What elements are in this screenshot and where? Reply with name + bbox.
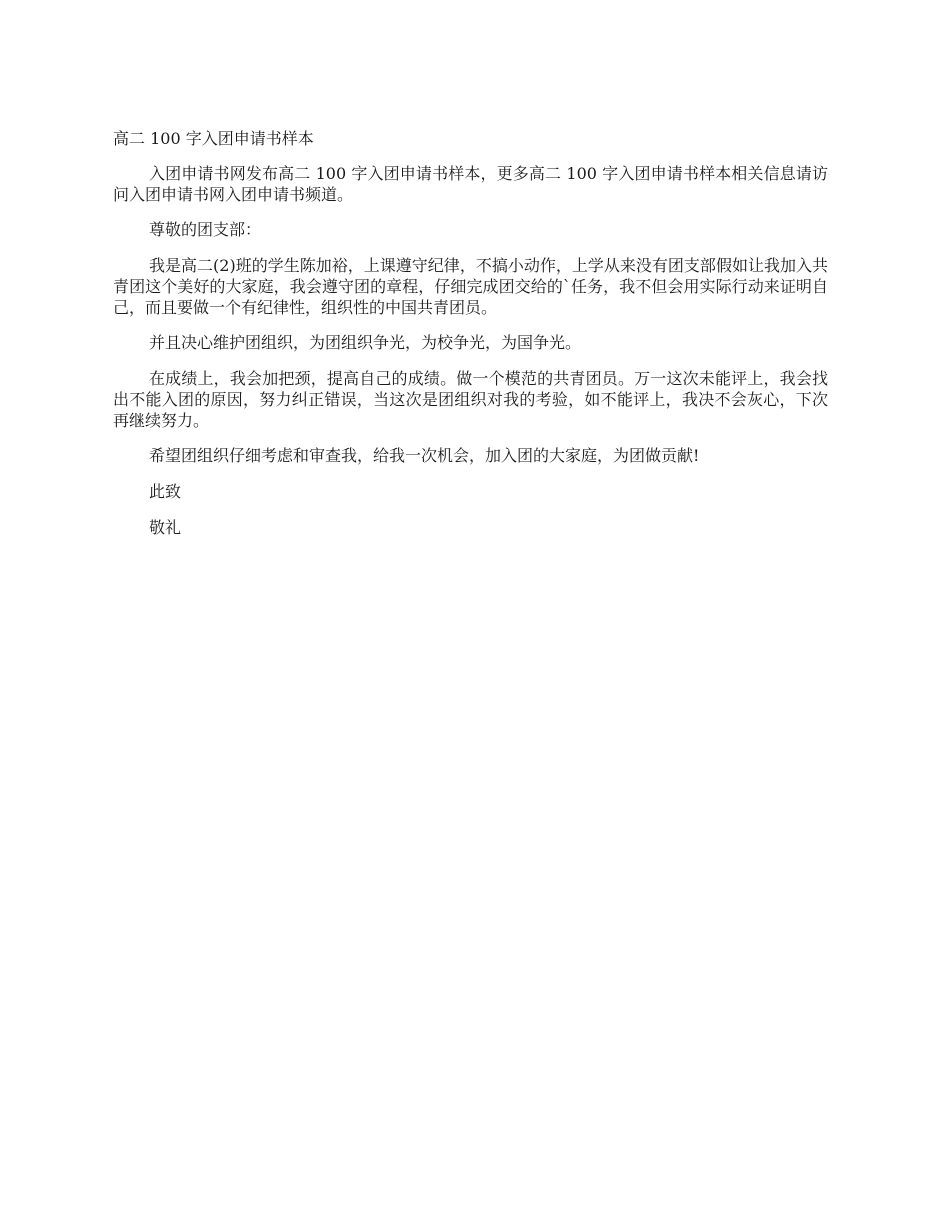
body-paragraph-3: 在成绩上，我会加把颈，提高自己的成绩。做一个模范的共青团员。万一这次未能评上，我会找出不能入团的原因，努力纠正错误，当这次是团组织对我的考验，如不能评上，我决不会灰心，下次再继续努力。 xyxy=(113,369,828,430)
intro-paragraph: 入团申请书网发布高二 100 字入团申请书样本，更多高二 100 字入团申请书样本相关信息请访问入团申请书网入团申请书频道。 xyxy=(113,164,828,204)
document-page xyxy=(113,128,828,553)
document-title: 高二 100 字入团申请书样本 xyxy=(113,129,314,148)
body-paragraph-1: 我是高二(2)班的学生陈加裕，上课遵守纪律，不搞小动作，上学从来没有团支部假如让我加入共青团这个美好的大家庭，我会遵守团的章程，仔细完成团交给的`任务，我不但会用实际行动来证明自己，而且要做一个有纪律性，组织性的中国共青团员。 xyxy=(113,256,828,317)
closing-line-2: 敬礼 xyxy=(149,518,182,537)
body-paragraph-4: 希望团组织仔细考虑和审查我，给我一次机会，加入团的大家庭，为团做贡献! xyxy=(149,446,700,465)
salutation: 尊敬的团支部： xyxy=(149,220,262,239)
closing-line-1: 此致 xyxy=(149,482,182,501)
body-paragraph-2: 并且决心维护团组织，为团组织争光，为校争光，为国争光。 xyxy=(149,333,582,352)
